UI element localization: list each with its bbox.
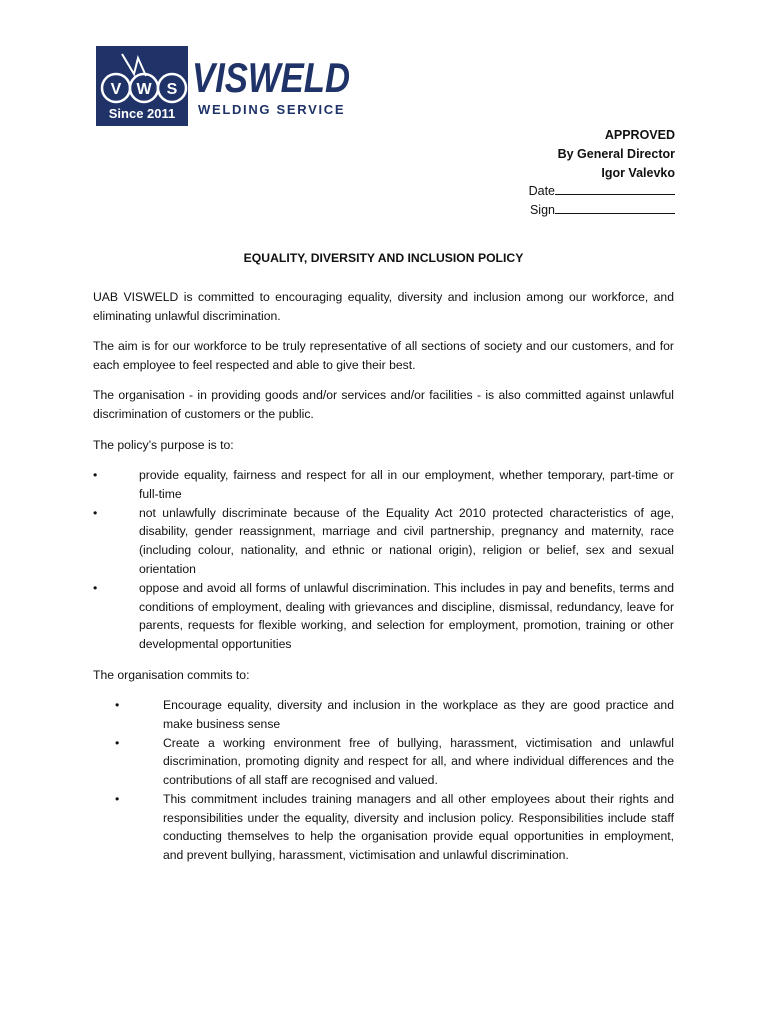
paragraph: The organisation - in providing goods and/or services and/or facilities - is also committed against unlawful discrimination of customers or the public. — [93, 388, 674, 422]
bullet-icon: • — [115, 791, 120, 806]
sign-signature-field — [555, 201, 675, 214]
visweld-logo-graphic — [96, 46, 356, 128]
list-item-text: provide equality, fairness and respect for all in our employment, whether temporary, part-time or full-time — [139, 467, 674, 501]
list-item — [93, 466, 674, 504]
sign-label: Sign — [529, 203, 555, 218]
commits-intro: The organisation commits to: — [93, 667, 250, 682]
approved-by: By General Director — [557, 146, 675, 161]
list-item-text: This commitment includes training managers and all other employees about their rights and responsibilities under the equality, diversity and inclusion policy. Responsibilities include staff conducting themselves to help the organisation provide equal opportunities in employment, and prevent bullying, harassment, victimisation and unlawful discrimination. — [163, 791, 674, 863]
bullet-icon: • — [93, 505, 98, 520]
document-title: EQUALITY, DIVERSITY AND INCLUSION POLICY — [243, 251, 524, 265]
list-item-text: Encourage equality, diversity and inclusion in the workplace as they are good practice and make business sense — [163, 697, 674, 731]
logo-brand: VISWELD — [192, 54, 350, 101]
list-item — [93, 504, 674, 579]
approval-block — [470, 126, 675, 220]
paragraph: The aim is for our workforce to be truly representative of all sections of society and our customers, and for each employee to feel respected and able to give their best. — [93, 339, 674, 372]
company-logo — [96, 46, 356, 128]
bullet-icon: • — [93, 467, 98, 482]
list-item — [93, 696, 674, 734]
list-item-text: oppose and avoid all forms of unlawful discrimination. This includes in pay and benefits, terms and conditions of employment, dealing with grievances and discipline, dismissal, redundancy, leave for parents, requests for flexible working, and selection for employment, promotion, training or other developmental opportunities — [139, 580, 674, 652]
list-item — [93, 790, 674, 865]
commit-list — [93, 696, 674, 865]
date-line — [470, 182, 675, 201]
bullet-icon: • — [93, 580, 98, 595]
paragraph: The policy’s purpose is to: — [93, 437, 234, 452]
document-body — [93, 288, 674, 865]
logo-letter-w: W — [136, 81, 152, 98]
list-item-text: Create a working environment free of bullying, harassment, victimisation and unlawful discrimination, promoting dignity and respect for all, and where individual differences and the contributions of all staff are recognised and valued. — [163, 735, 674, 788]
logo-letter-v: V — [110, 81, 122, 98]
list-item-text: not unlawfully discriminate because of the Equality Act 2010 protected characteristics of age, disability, gender reassignment, marriage and civil partnership, pregnancy and maternity, race (including colour, nationality, and ethnic or national origin), religion or belief, sex and sexual orientation — [139, 505, 674, 576]
approved-label: APPROVED — [604, 128, 675, 142]
paragraph: UAB VISWELD is committed to encouraging equality, diversity and inclusion among our workforce, and eliminating unlawful discrimination. — [93, 290, 674, 323]
bullet-icon: • — [115, 697, 120, 712]
logo-since: Since 2011 — [108, 106, 176, 121]
director-name: Igor Valevko — [601, 165, 675, 180]
list-item — [93, 734, 674, 790]
bullet-icon: • — [115, 735, 120, 750]
logo-tagline: WELDING SERVICE — [198, 102, 346, 117]
logo-letter-s: S — [166, 81, 178, 98]
date-label: Date — [528, 184, 555, 199]
purpose-list — [93, 466, 674, 654]
sign-line — [470, 201, 675, 220]
list-item — [93, 579, 674, 654]
date-signature-field — [555, 182, 675, 195]
